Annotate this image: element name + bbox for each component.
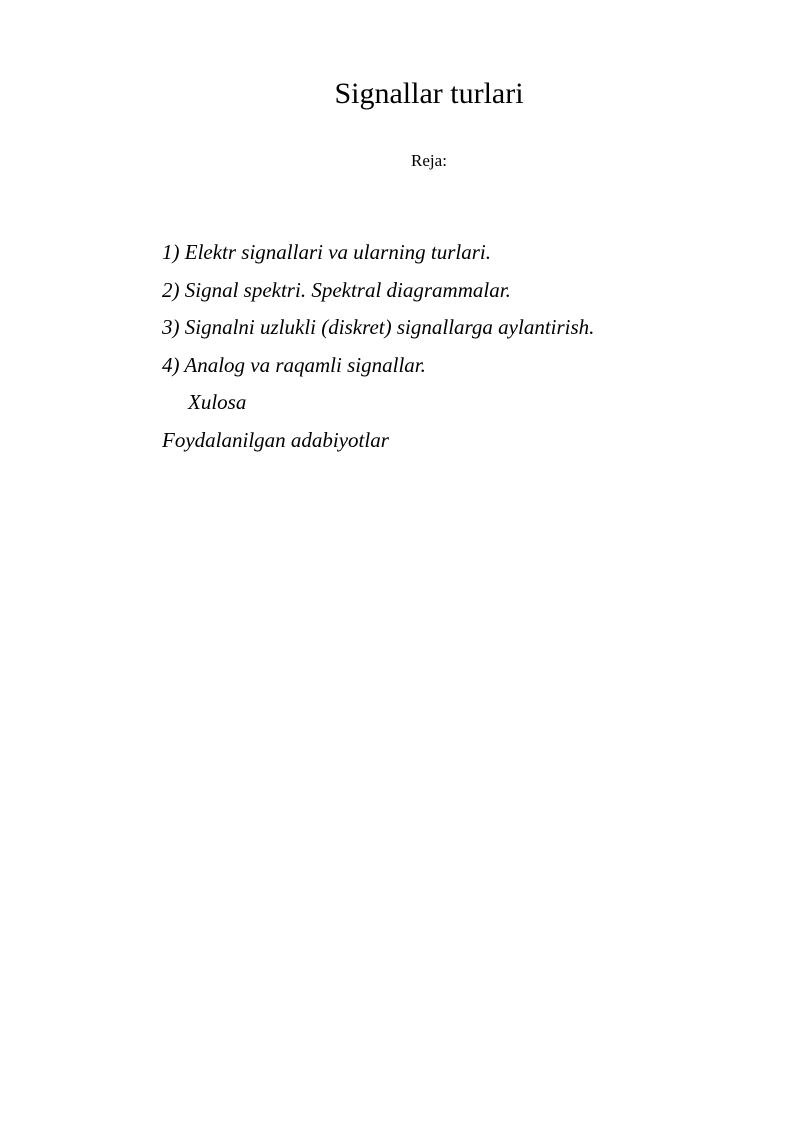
plan-item-signal-spectrum: 2) Signal spektri. Spektral diagrammalar. xyxy=(162,277,511,302)
document-title: Signallar turlari xyxy=(334,77,524,110)
plan-heading: Reja: xyxy=(411,151,447,170)
plan-list xyxy=(162,234,594,459)
plan-item-conclusion: Xulosa xyxy=(188,390,247,414)
plan-item-electric-signals: 1) Elektr signallari va ularning turlari. xyxy=(162,240,491,264)
plan-item-references: Foydalanilgan adabiyotlar xyxy=(162,427,389,452)
plan-item-discretization: 3) Signalni uzlukli (diskret) signallarga aylantirish. xyxy=(162,315,595,339)
plan-item-analog-digital: 4) Analog va raqamli signallar. xyxy=(162,352,426,377)
